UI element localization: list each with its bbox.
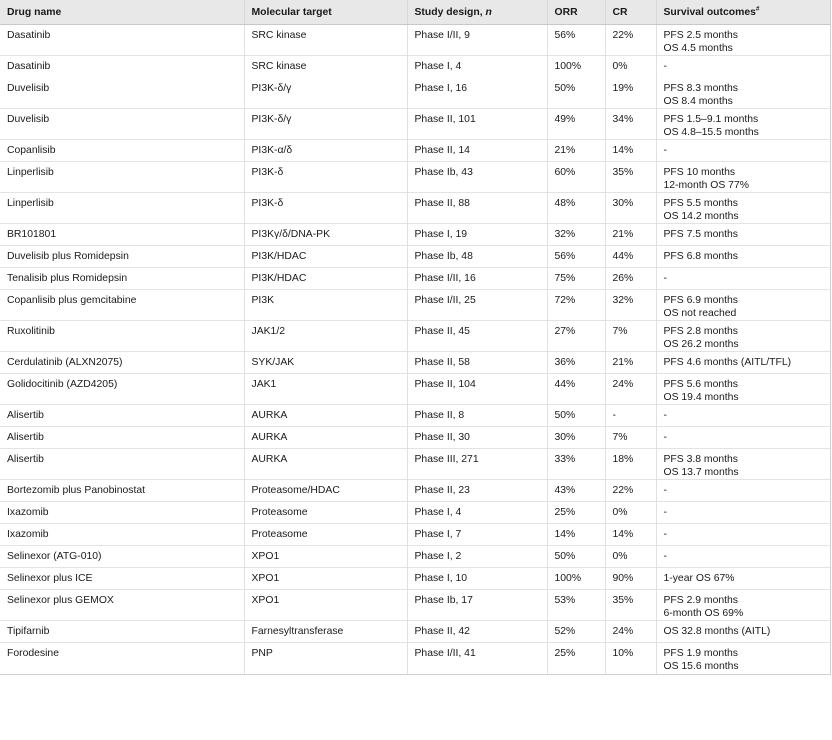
header-cr: CR — [605, 0, 656, 25]
cell-target: SYK/JAK — [244, 352, 407, 374]
cell-survival — [656, 449, 830, 480]
cell-target: JAK1 — [244, 374, 407, 405]
cell-design: Phase I/II, 41 — [407, 643, 547, 674]
cell-cr: 18% — [605, 449, 656, 480]
cell-cr: 7% — [605, 427, 656, 449]
cell-cr: 21% — [605, 224, 656, 246]
table-row — [0, 524, 830, 546]
cell-survival — [656, 25, 830, 56]
cell-survival — [656, 568, 830, 590]
cell-design: Phase I, 10 — [407, 568, 547, 590]
cell-orr: 14% — [547, 524, 605, 546]
cell-survival — [656, 268, 830, 290]
header-orr: ORR — [547, 0, 605, 25]
cell-drug: Bortezomib plus Panobinostat — [0, 480, 244, 502]
cell-orr: 43% — [547, 480, 605, 502]
cell-design: Phase II, 23 — [407, 480, 547, 502]
cell-survival — [656, 546, 830, 568]
survival-line-1: PFS 3.8 months — [663, 454, 739, 465]
survival-line-2: OS 14.2 months — [663, 211, 739, 222]
survival-line-1: - — [663, 485, 667, 496]
cell-target: PI3K-δ/γ — [244, 78, 407, 109]
cell-target: XPO1 — [244, 590, 407, 621]
cell-design: Phase II, 101 — [407, 109, 547, 140]
cell-cr: 14% — [605, 140, 656, 162]
survival-line-1: PFS 7.5 months — [663, 229, 739, 240]
cell-orr: 56% — [547, 246, 605, 268]
cell-survival — [656, 427, 830, 449]
cell-drug: Linperlisib — [0, 162, 244, 193]
cell-orr: 53% — [547, 590, 605, 621]
cell-design: Phase I, 4 — [407, 502, 547, 524]
cell-cr: 34% — [605, 109, 656, 140]
survival-line-1: PFS 1.9 months — [663, 648, 739, 659]
survival-line-2: OS 4.8–15.5 months — [663, 127, 759, 138]
survival-line-1: PFS 6.9 months — [663, 295, 739, 306]
cell-drug: Copanlisib — [0, 140, 244, 162]
cell-orr: 48% — [547, 193, 605, 224]
table-row — [0, 427, 830, 449]
cell-survival — [656, 352, 830, 374]
header-molecular-target: Molecular target — [244, 0, 407, 25]
cell-drug: Selinexor plus ICE — [0, 568, 244, 590]
cell-cr: 32% — [605, 290, 656, 321]
cell-drug: Copanlisib plus gemcitabine — [0, 290, 244, 321]
table-row — [0, 374, 830, 405]
cell-orr: 100% — [547, 56, 605, 78]
cell-orr: 27% — [547, 321, 605, 352]
cell-drug: Dasatinib — [0, 56, 244, 78]
cell-target: PI3K-α/δ — [244, 140, 407, 162]
cell-drug: Ixazomib — [0, 502, 244, 524]
cell-orr: 52% — [547, 621, 605, 643]
table-row — [0, 246, 830, 268]
cell-target: PNP — [244, 643, 407, 674]
cell-orr: 72% — [547, 290, 605, 321]
cell-drug: Ruxolitinib — [0, 321, 244, 352]
cell-survival — [656, 374, 830, 405]
survival-line-1: PFS 5.6 months — [663, 379, 739, 390]
survival-line-2: 6-month OS 69% — [663, 608, 744, 619]
cell-orr: 44% — [547, 374, 605, 405]
survival-line-1: - — [663, 551, 667, 562]
survival-line-1: PFS 5.5 months — [663, 198, 739, 209]
cell-orr: 50% — [547, 546, 605, 568]
survival-line-1: PFS 10 months — [663, 167, 736, 178]
cell-orr: 75% — [547, 268, 605, 290]
table-row — [0, 568, 830, 590]
cell-drug: Forodesine — [0, 643, 244, 674]
cell-survival — [656, 643, 830, 674]
table-row — [0, 546, 830, 568]
survival-line-1: PFS 2.5 months — [663, 30, 739, 41]
survival-line-1: - — [663, 507, 667, 518]
table-row — [0, 405, 830, 427]
cell-design: Phase III, 271 — [407, 449, 547, 480]
survival-line-1: PFS 2.8 months — [663, 326, 739, 337]
cell-target: PI3K-δ — [244, 162, 407, 193]
cell-orr: 25% — [547, 643, 605, 674]
table-row — [0, 449, 830, 480]
cell-cr: 24% — [605, 621, 656, 643]
cell-design: Phase II, 8 — [407, 405, 547, 427]
survival-line-1: PFS 8.3 months — [663, 82, 739, 94]
cell-design: Phase II, 58 — [407, 352, 547, 374]
cell-drug: BR101801 — [0, 224, 244, 246]
cell-orr: 49% — [547, 109, 605, 140]
cell-target: JAK1/2 — [244, 321, 407, 352]
cell-orr: 33% — [547, 449, 605, 480]
survival-line-2: OS 26.2 months — [663, 339, 739, 350]
cell-orr: 56% — [547, 25, 605, 56]
table-row — [0, 268, 830, 290]
header-survival-outcomes — [656, 0, 830, 25]
cell-design: Phase Ib, 48 — [407, 246, 547, 268]
cell-drug: Ixazomib — [0, 524, 244, 546]
cell-cr: 30% — [605, 193, 656, 224]
survival-line-1: - — [663, 410, 667, 421]
cell-target: Proteasome — [244, 502, 407, 524]
table-body — [0, 25, 830, 674]
cell-drug: Alisertib — [0, 427, 244, 449]
table-row — [0, 621, 830, 643]
cell-survival — [656, 524, 830, 546]
cell-design: Phase II, 104 — [407, 374, 547, 405]
cell-target: PI3K/HDAC — [244, 268, 407, 290]
cell-design: Phase Ib, 17 — [407, 590, 547, 621]
header-survival-footnote-mark: # — [755, 5, 760, 13]
table-row — [0, 140, 830, 162]
cell-survival — [656, 224, 830, 246]
cell-orr: 21% — [547, 140, 605, 162]
header-study-design-n: n — [485, 6, 492, 18]
cell-survival — [656, 621, 830, 643]
table-row — [0, 56, 830, 78]
cell-survival — [656, 162, 830, 193]
cell-design: Phase I, 16 — [407, 78, 547, 109]
survival-line-2: OS 13.7 months — [663, 467, 739, 478]
header-row — [0, 0, 830, 25]
cell-design: Phase II, 14 — [407, 140, 547, 162]
survival-line-2: OS 4.5 months — [663, 43, 733, 54]
table-row — [0, 78, 830, 109]
cell-cr: 14% — [605, 524, 656, 546]
survival-line-2: OS not reached — [663, 308, 737, 319]
header-study-design — [407, 0, 547, 25]
cell-cr: 44% — [605, 246, 656, 268]
table-row — [0, 290, 830, 321]
cell-cr: 0% — [605, 56, 656, 78]
table-row — [0, 224, 830, 246]
cell-cr: 19% — [605, 78, 656, 109]
cell-target: SRC kinase — [244, 56, 407, 78]
cell-cr: 22% — [605, 25, 656, 56]
cell-target: PI3K/HDAC — [244, 246, 407, 268]
cell-target: AURKA — [244, 427, 407, 449]
cell-survival — [656, 502, 830, 524]
cell-survival — [656, 140, 830, 162]
table-row — [0, 480, 830, 502]
survival-line-1: PFS 4.6 months (AITL/TFL) — [663, 357, 792, 368]
cell-orr: 50% — [547, 78, 605, 109]
cell-drug: Duvelisib — [0, 109, 244, 140]
cell-design: Phase I/II, 16 — [407, 268, 547, 290]
cell-target: XPO1 — [244, 546, 407, 568]
cell-orr: 30% — [547, 427, 605, 449]
cell-orr: 25% — [547, 502, 605, 524]
cell-drug: Tipifarnib — [0, 621, 244, 643]
survival-line-2: 12-month OS 77% — [663, 180, 749, 191]
cell-target: PI3K-δ — [244, 193, 407, 224]
cell-target: Proteasome/HDAC — [244, 480, 407, 502]
table-row — [0, 502, 830, 524]
cell-survival — [656, 56, 830, 78]
cell-survival — [656, 321, 830, 352]
cell-target: Proteasome — [244, 524, 407, 546]
cell-survival — [656, 193, 830, 224]
survival-line-2: OS 19.4 months — [663, 392, 739, 403]
cell-survival — [656, 405, 830, 427]
cell-survival — [656, 78, 830, 109]
survival-line-2: OS 8.4 months — [663, 95, 733, 107]
cell-cr: 35% — [605, 590, 656, 621]
cell-cr: 21% — [605, 352, 656, 374]
cell-target: PI3Kγ/δ/DNA-PK — [244, 224, 407, 246]
cell-cr: 7% — [605, 321, 656, 352]
cell-orr: 60% — [547, 162, 605, 193]
survival-line-2: OS 15.6 months — [663, 661, 739, 672]
table-row — [0, 352, 830, 374]
cell-cr: 0% — [605, 502, 656, 524]
cell-survival — [656, 590, 830, 621]
cell-drug: Dasatinib — [0, 25, 244, 56]
header-study-design-label: Study design, — [414, 6, 486, 18]
cell-cr: 90% — [605, 568, 656, 590]
cell-design: Phase I/II, 9 — [407, 25, 547, 56]
cell-design: Phase I, 7 — [407, 524, 547, 546]
cell-target: PI3K-δ/γ — [244, 109, 407, 140]
table-row — [0, 162, 830, 193]
cell-cr: 35% — [605, 162, 656, 193]
cell-target: AURKA — [244, 449, 407, 480]
cell-design: Phase II, 88 — [407, 193, 547, 224]
cell-survival — [656, 246, 830, 268]
cell-design: Phase I, 19 — [407, 224, 547, 246]
cell-cr: 22% — [605, 480, 656, 502]
survival-line-1: - — [663, 273, 667, 284]
cell-cr: - — [605, 405, 656, 427]
cell-orr: 36% — [547, 352, 605, 374]
cell-design: Phase Ib, 43 — [407, 162, 547, 193]
cell-cr: 0% — [605, 546, 656, 568]
survival-line-1: PFS 1.5–9.1 months — [663, 114, 759, 125]
cell-target: XPO1 — [244, 568, 407, 590]
cell-orr: 50% — [547, 405, 605, 427]
cell-target: PI3K — [244, 290, 407, 321]
cell-drug: Selinexor plus GEMOX — [0, 590, 244, 621]
survival-line-1: 1-year OS 67% — [663, 573, 735, 584]
survival-line-1: PFS 6.8 months — [663, 251, 739, 262]
survival-line-1: - — [663, 432, 667, 443]
cell-design: Phase II, 45 — [407, 321, 547, 352]
cell-drug: Tenalisib plus Romidepsin — [0, 268, 244, 290]
table-row — [0, 590, 830, 621]
table-row — [0, 109, 830, 140]
cell-design: Phase II, 42 — [407, 621, 547, 643]
cell-drug: Golidocitinib (AZD4205) — [0, 374, 244, 405]
survival-line-1: - — [663, 529, 667, 540]
cell-orr: 32% — [547, 224, 605, 246]
table-row — [0, 193, 830, 224]
cell-cr: 10% — [605, 643, 656, 674]
cell-drug: Cerdulatinib (ALXN2075) — [0, 352, 244, 374]
table-row — [0, 643, 830, 674]
header-drug-name: Drug name — [0, 0, 244, 25]
table-row — [0, 25, 830, 56]
cell-orr: 100% — [547, 568, 605, 590]
cell-design: Phase I/II, 25 — [407, 290, 547, 321]
survival-line-1: OS 32.8 months (AITL) — [663, 626, 771, 637]
table-row — [0, 321, 830, 352]
cell-survival — [656, 480, 830, 502]
cell-target: Farnesyltransferase — [244, 621, 407, 643]
survival-line-1: PFS 2.9 months — [663, 595, 739, 606]
cell-drug: Duvelisib — [7, 82, 50, 94]
cell-design: Phase I, 2 — [407, 546, 547, 568]
cell-design: Phase II, 30 — [407, 427, 547, 449]
cell-drug: Linperlisib — [0, 193, 244, 224]
cell-survival — [656, 109, 830, 140]
cell-cr: 24% — [605, 374, 656, 405]
header-survival-label: Survival outcomes — [663, 6, 756, 18]
cell-survival — [656, 290, 830, 321]
survival-line-1: - — [663, 145, 667, 156]
cell-target: SRC kinase — [244, 25, 407, 56]
cell-drug: Selinexor (ATG-010) — [0, 546, 244, 568]
cell-design: Phase I, 4 — [407, 56, 547, 78]
cell-drug: Duvelisib plus Romidepsin — [0, 246, 244, 268]
cell-drug: Alisertib — [0, 405, 244, 427]
survival-line-1: - — [663, 61, 667, 72]
cell-drug: Alisertib — [0, 449, 244, 480]
cell-target: AURKA — [244, 405, 407, 427]
cell-cr: 26% — [605, 268, 656, 290]
